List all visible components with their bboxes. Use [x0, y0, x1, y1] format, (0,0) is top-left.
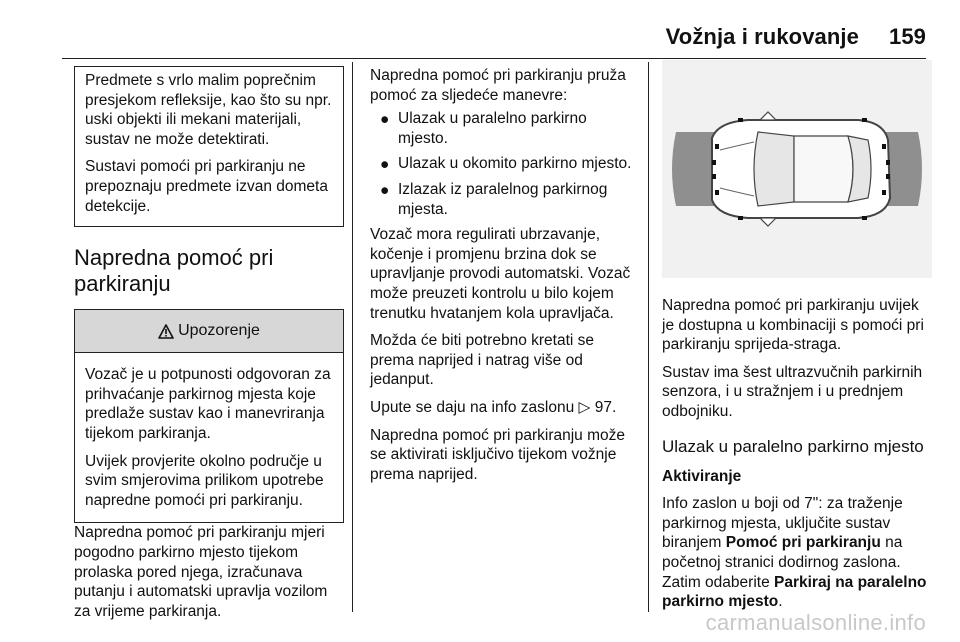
page-ref-arrow-icon: ▷ [578, 398, 591, 416]
section-heading: Napredna pomoć pri parkiranju [74, 245, 274, 297]
list-item-text: Ulazak u okomito parkirno mjesto. [398, 155, 632, 173]
list-item-text: Ulazak u paralelno parkirno mjesto. [398, 110, 587, 147]
body-paragraph: Sustav ima šest ultrazvučnih parkirnih senzora, i u stražnjem i u prednjem odbojniku. [662, 363, 923, 420]
activation-paragraph [662, 494, 932, 612]
page-header [666, 24, 926, 50]
column-1 [74, 66, 344, 629]
activation-text-end: . [778, 593, 783, 611]
body-paragraph: Napredna pomoć pri parkiranju uvijek je dostupna u kombinaciji s pomoći pri parkiranju sprijeda-straga. [662, 297, 924, 354]
column-2 [370, 66, 636, 492]
list-item [370, 154, 636, 174]
warning-box [74, 309, 344, 523]
activation-text: Info zaslon u boji od 7": za traženje parkirnog mjesta, uključite sustav biranjem [662, 495, 903, 552]
body-paragraph [370, 398, 636, 418]
page-number: 159 [888, 24, 926, 49]
car-sensor-diagram-icon [662, 60, 932, 278]
note-box [74, 66, 344, 227]
warning-paragraph: Uvijek provjerite okolno područje u svim smjerovima prilikom upotrebe napredne pomoći pri parkiranju. [85, 452, 324, 509]
page-reference-link[interactable]: 97. [594, 398, 617, 416]
warning-header [75, 310, 343, 353]
watermark: carmanualsonline.info [705, 610, 926, 635]
bullet-icon: ● [380, 181, 390, 199]
menu-term-parallel-park: Parkiraj na paralelno parkirno mjesto [662, 573, 927, 611]
body-paragraph: Možda će biti potrebno kretati se prema naprijed i natrag više od jedanput. [370, 332, 595, 389]
header-divider [62, 58, 926, 59]
body-paragraph: Napredna pomoć pri parkiranju može se aktivirati isključivo tijekom vožnje prema naprijed. [370, 426, 626, 483]
activation-text: na početnoj stranici dodirnog zaslona. Zatim odaberite [662, 534, 903, 591]
warning-triangle-icon [158, 324, 174, 339]
warning-title: Upozorenje [178, 322, 260, 340]
column-divider-1 [352, 62, 353, 612]
note-paragraph: Predmete s vrlo malim poprečnim presjekom refleksije, kao što su npr. uski objekti ili mekani materijali, sustav ne može detektirati. [85, 72, 332, 148]
bullet-icon: ● [380, 111, 390, 129]
column-3 [662, 66, 932, 620]
subsection-heading: Ulazak u paralelno parkirno mjesto [662, 436, 924, 456]
body-paragraph: Vozač mora regulirati ubrzavanje, kočenje i promjenu brzina dok se upravljanje provodi automatski. Vozač može preuzeti kontrolu u bilo kojem trenutku hvatanjem kola upravljača. [370, 226, 631, 322]
warning-body [75, 353, 343, 522]
body-paragraph: Napredna pomoć pri parkiranju mjeri pogodno parkirno mjesto tijekom prolaska pored njega, izračunava putanju i automatski upravlja vozilom za vrijeme parkiranja. [74, 524, 328, 620]
list-item-text: Izlazak iz paralelnog parkirnog mjesta. [398, 180, 608, 218]
car-sensor-zones-diagram [662, 60, 932, 278]
menu-term-park-assist: Pomoć pri parkiranju [725, 534, 881, 552]
note-paragraph: Sustavi pomoći pri parkiranju ne prepoznaju predmete izvan dometa detekcije. [85, 158, 328, 215]
list-item [370, 109, 636, 148]
intro-paragraph: Napredna pomoć pri parkiranju pruža pomoć za sljedeće manevre: [370, 67, 626, 104]
info-text: Upute se daju na info zaslonu [370, 398, 575, 416]
section-title: Vožnja i rukovanje [665, 24, 859, 49]
column-divider-2 [648, 62, 649, 612]
maneuver-list [370, 109, 636, 219]
activation-title: Aktiviranje [662, 467, 742, 485]
list-item [370, 180, 636, 219]
bullet-icon: ● [380, 156, 390, 174]
warning-paragraph: Vozač je u potpunosti odgovoran za prihvaćanje parkirnog mjesta koje predlaže sustav kao i manevriranja tijekom parkiranja. [85, 366, 331, 442]
